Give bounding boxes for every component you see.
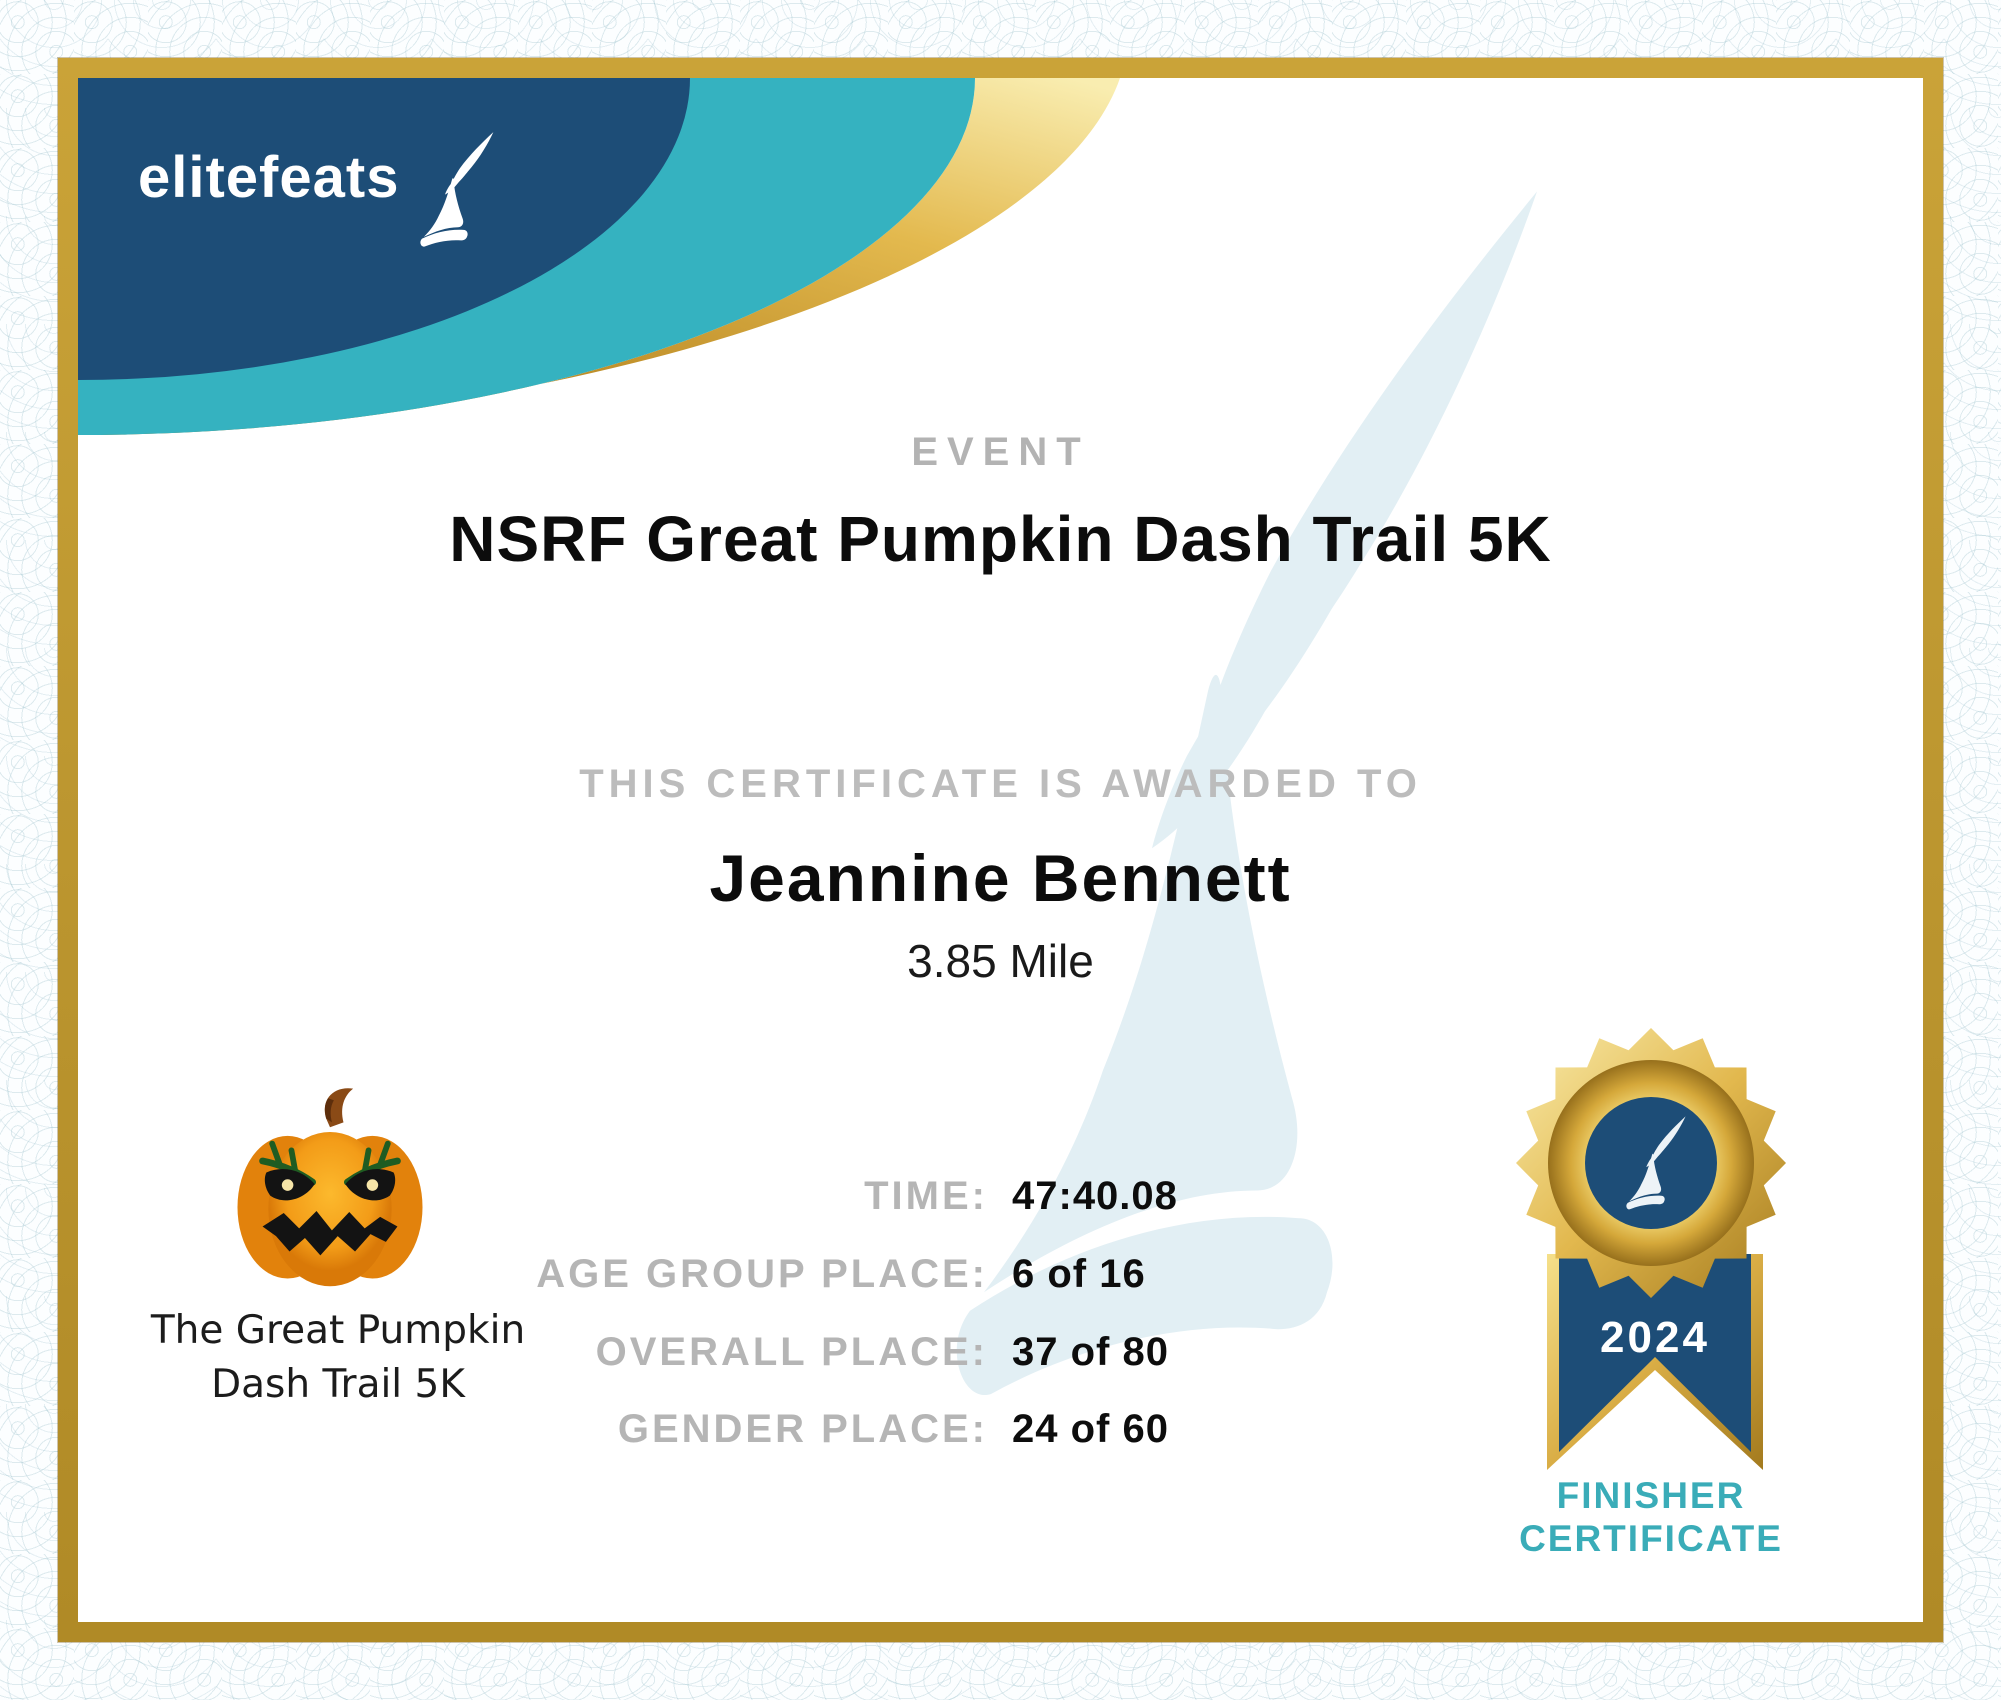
stat-row-gender-place — [372, 1407, 1432, 1457]
finisher-label-line1: FINISHER — [1556, 1475, 1746, 1516]
wingfoot-icon — [408, 130, 496, 254]
event-name: NSRF Great Pumpkin Dash Trail 5K — [449, 503, 1552, 575]
stat-value: 37 of 80 — [1012, 1330, 1169, 1374]
badge-year: 2024 — [1600, 1313, 1710, 1362]
finisher-badge — [1481, 1008, 1821, 1548]
certificate-body — [78, 78, 1923, 1622]
stat-value: 24 of 60 — [1012, 1407, 1169, 1451]
finisher-label-line2: CERTIFICATE — [1519, 1518, 1783, 1559]
stat-row-age-group-place — [372, 1252, 1432, 1302]
distance: 3.85 Mile — [907, 935, 1094, 987]
pumpkin-icon — [224, 1078, 436, 1294]
pumpkin-caption-line2: Dash Trail 5K — [211, 1362, 465, 1407]
stat-value: 6 of 16 — [1012, 1252, 1146, 1296]
event-label: EVENT — [911, 430, 1090, 474]
pumpkin-caption — [106, 1304, 570, 1412]
award-intro: THIS CERTIFICATE IS AWARDED TO — [579, 762, 1422, 806]
stat-label: TIME: — [864, 1174, 988, 1218]
pumpkin-caption-line1: The Great Pumpkin — [150, 1308, 526, 1353]
stat-label: GENDER PLACE: — [617, 1407, 988, 1451]
stat-label: AGE GROUP PLACE: — [536, 1252, 988, 1296]
stat-label: OVERALL PLACE: — [595, 1330, 988, 1374]
recipient-name: Jeannine Bennett — [709, 841, 1292, 915]
brand-logo-text: elitefeats — [138, 145, 400, 210]
stat-value: 47:40.08 — [1012, 1174, 1178, 1218]
stat-row-time — [372, 1174, 1432, 1224]
badge-rosette — [1516, 1028, 1786, 1298]
finisher-label — [1451, 1474, 1851, 1560]
